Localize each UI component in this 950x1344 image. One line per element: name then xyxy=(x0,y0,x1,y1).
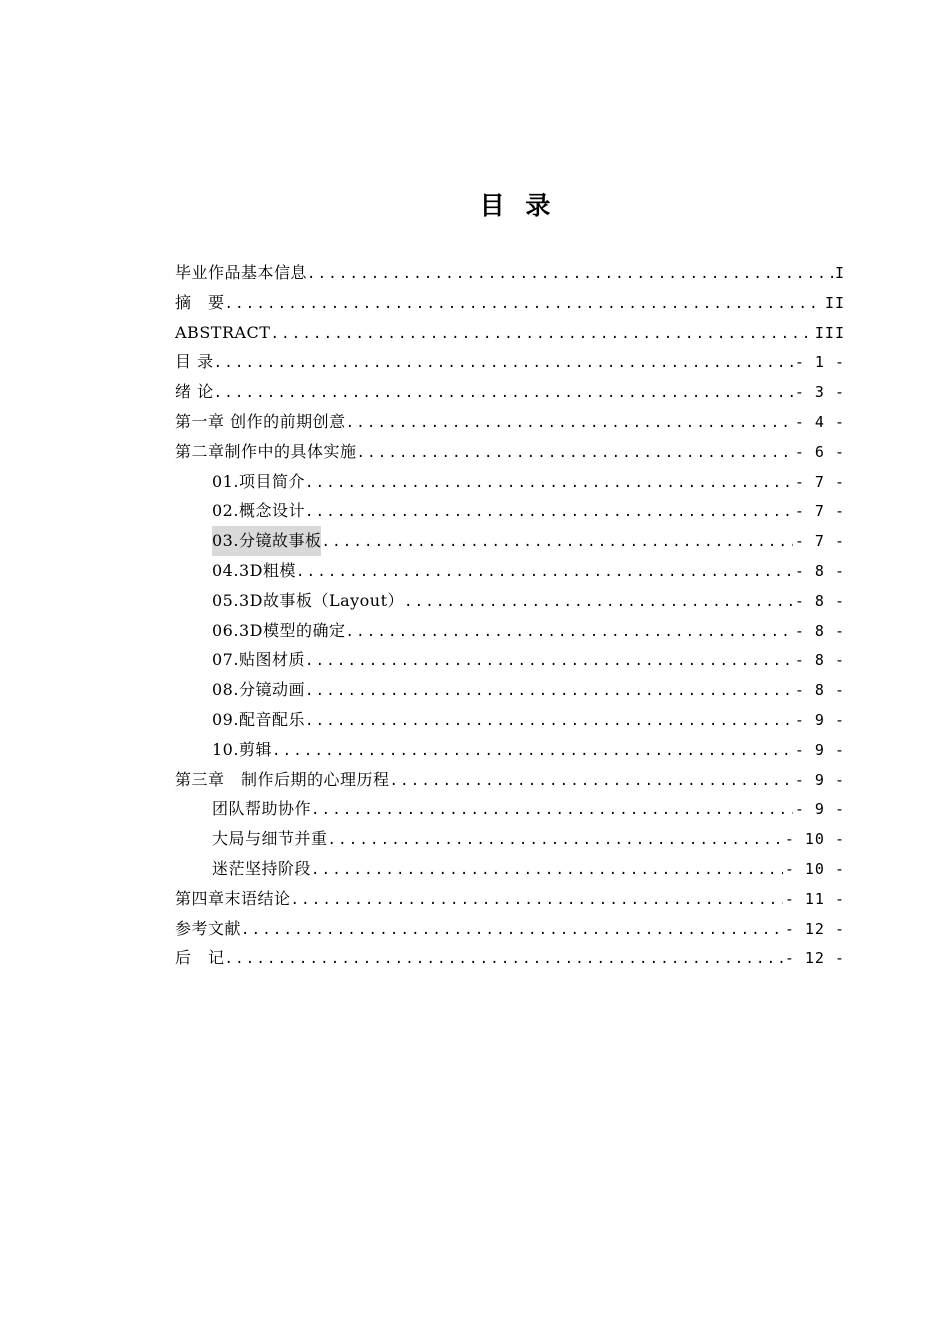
toc-entry-page: I xyxy=(834,264,845,282)
toc-entry-page: - 8 - xyxy=(794,591,845,610)
toc-leader-dots xyxy=(291,886,783,916)
toc-subentry xyxy=(175,526,845,556)
toc-entry xyxy=(175,258,845,288)
toc-entry-page: - 11 - xyxy=(784,889,845,908)
toc-entry-label: 毕业作品基本信息 xyxy=(175,263,308,282)
toc-entry-label: 02.概念设计 xyxy=(212,501,305,521)
toc-entry-label: 第四章末语结论 xyxy=(175,888,291,908)
toc-entry-label: 06.3D模型的确定 xyxy=(212,620,346,640)
toc-subentry xyxy=(175,496,845,526)
toc-leader-dots xyxy=(305,498,793,528)
toc-entry-label: 08.分镜动画 xyxy=(212,680,305,700)
toc-subentry xyxy=(175,467,845,497)
toc-entry-page: - 12 - xyxy=(784,919,845,938)
toc-entry-page: - 9 - xyxy=(794,710,845,729)
toc-leader-dots xyxy=(214,379,793,409)
page-title: 目 录 xyxy=(479,191,557,220)
toc-entry-label: 01.项目简介 xyxy=(212,471,305,491)
toc-entry-page: - 7 - xyxy=(794,502,845,521)
toc-entry xyxy=(175,318,845,348)
toc-entry-label: 10.剪辑 xyxy=(212,739,272,759)
toc-leader-dots xyxy=(225,290,823,320)
toc-leader-dots xyxy=(305,469,793,499)
toc-leader-dots xyxy=(296,558,793,588)
toc-entry xyxy=(175,914,845,944)
toc-entry xyxy=(175,407,845,437)
toc-entry-page: - 7 - xyxy=(794,532,845,551)
table-of-contents xyxy=(175,258,845,973)
toc-leader-dots xyxy=(321,528,792,558)
toc-leader-dots xyxy=(214,349,793,379)
toc-entry-page: - 10 - xyxy=(784,859,845,878)
toc-leader-dots xyxy=(404,588,793,618)
toc-entry-label-highlighted: 03.分镜故事板 xyxy=(212,526,321,556)
toc-entry-page: - 6 - xyxy=(794,442,845,461)
toc-subentry xyxy=(175,645,845,675)
toc-subentry xyxy=(175,794,845,824)
toc-entry-label: 绪 论 xyxy=(175,382,214,402)
toc-entry-label: 04.3D粗模 xyxy=(212,560,296,580)
toc-leader-dots xyxy=(272,737,793,767)
toc-entry-label: 第一章 创作的前期创意 xyxy=(175,411,346,431)
toc-entry-label: 第三章 制作后期的心理历程 xyxy=(175,769,390,789)
toc-entry-page: - 3 - xyxy=(794,383,845,402)
toc-entry xyxy=(175,377,845,407)
toc-subentry xyxy=(175,735,845,765)
toc-entry-page: - 7 - xyxy=(794,472,845,491)
toc-leader-dots xyxy=(305,707,793,737)
toc-entry-page: II xyxy=(824,293,845,312)
toc-entry-page: - 9 - xyxy=(794,770,845,789)
toc-entry xyxy=(175,347,845,377)
toc-subentry xyxy=(175,586,845,616)
toc-entry-page: III xyxy=(814,323,845,342)
toc-entry-label: ABSTRACT xyxy=(175,322,271,342)
toc-entry xyxy=(175,288,845,318)
toc-entry-label: 大局与细节并重 xyxy=(212,829,328,849)
toc-leader-dots xyxy=(357,439,793,469)
toc-subentry xyxy=(175,556,845,586)
toc-subentry xyxy=(175,824,845,854)
toc-entry-page: - 10 - xyxy=(784,830,845,849)
toc-subentry xyxy=(175,854,845,884)
toc-entry-page: - 1 - xyxy=(794,353,845,372)
toc-entry-label: 后 记 xyxy=(175,948,225,968)
toc-leader-dots xyxy=(390,767,793,797)
toc-entry-page: - 9 - xyxy=(794,800,845,819)
toc-entry-label: 09.配音配乐 xyxy=(212,709,305,729)
toc-leader-dots xyxy=(346,409,793,439)
toc-entry-label: 团队帮助协作 xyxy=(212,799,312,819)
toc-leader-dots xyxy=(311,796,793,826)
toc-subentry xyxy=(175,675,845,705)
toc-entry-page: - 4 - xyxy=(794,412,845,431)
toc-leader-dots xyxy=(311,856,783,886)
toc-leader-dots xyxy=(305,647,793,677)
toc-entry xyxy=(175,437,845,467)
toc-leader-dots xyxy=(225,945,783,975)
toc-entry-label: 迷茫坚持阶段 xyxy=(212,858,312,878)
toc-entry-page: - 12 - xyxy=(784,949,845,968)
toc-leader-dots xyxy=(241,916,783,946)
toc-entry-page: - 8 - xyxy=(794,651,845,670)
toc-leader-dots xyxy=(305,677,793,707)
toc-leader-dots xyxy=(307,260,833,290)
toc-subentry xyxy=(175,705,845,735)
toc-entry-label: 参考文献 xyxy=(175,918,242,938)
toc-entry-label: 07.贴图材质 xyxy=(212,650,305,670)
toc-entry-page: - 9 - xyxy=(794,740,845,759)
toc-entry-label: 05.3D故事板（Layout） xyxy=(212,590,405,610)
toc-leader-dots xyxy=(328,826,783,856)
toc-entry xyxy=(175,884,845,914)
toc-entry xyxy=(175,765,845,795)
toc-leader-dots xyxy=(270,320,812,350)
toc-entry-page: - 8 - xyxy=(794,681,845,700)
toc-entry-page: - 8 - xyxy=(794,621,845,640)
toc-entry-label: 第二章制作中的具体实施 xyxy=(175,441,357,461)
toc-entry-page: - 8 - xyxy=(794,561,845,580)
toc-entry-label: 目 录 xyxy=(175,352,214,372)
toc-subentry xyxy=(175,616,845,646)
toc-entry xyxy=(175,943,845,973)
toc-leader-dots xyxy=(345,618,792,648)
toc-entry-label: 摘 要 xyxy=(175,292,225,312)
